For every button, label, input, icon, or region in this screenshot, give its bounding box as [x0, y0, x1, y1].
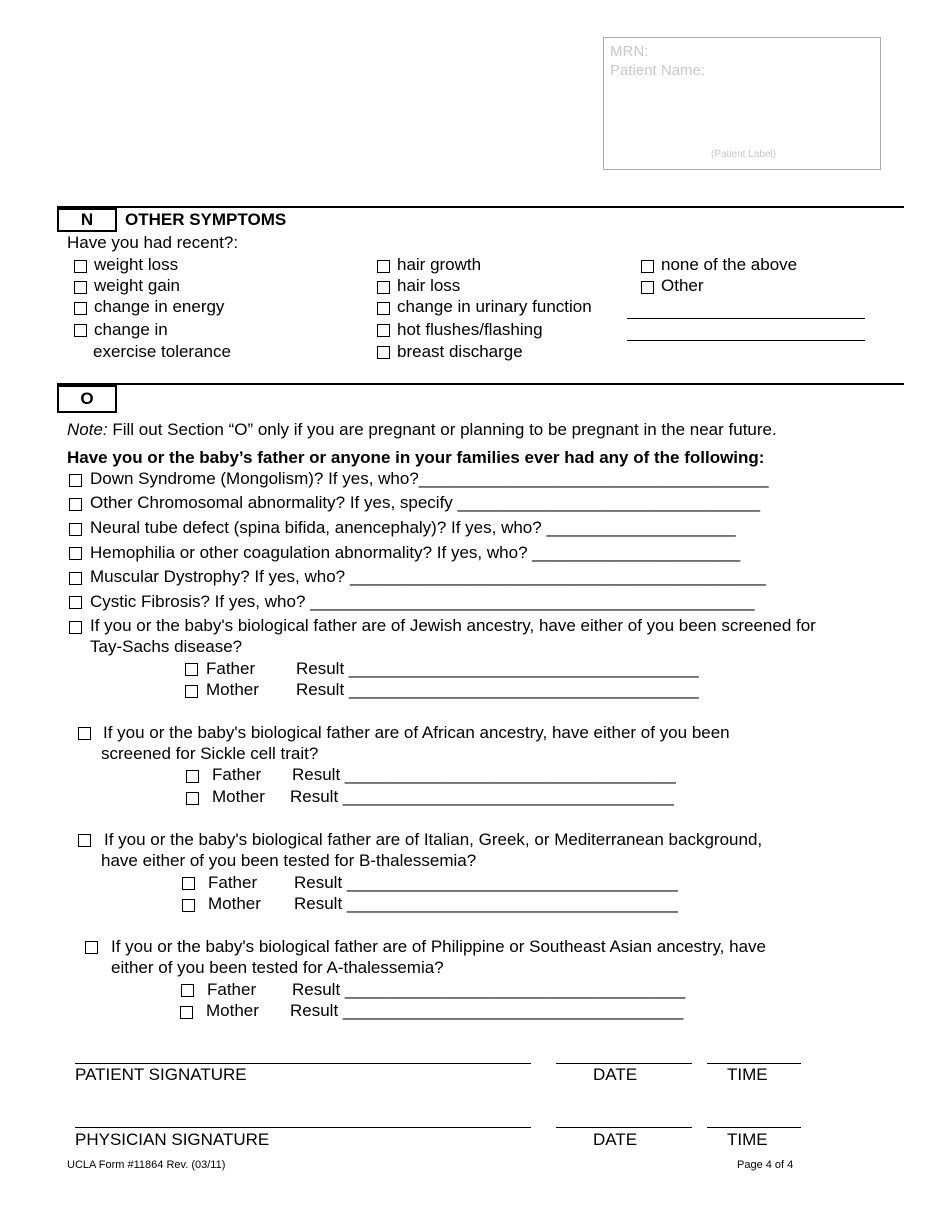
- section-o-note: [67, 420, 777, 440]
- section-o-letter: O: [57, 385, 117, 413]
- cystic-fibrosis-checkbox[interactable]: [69, 596, 82, 609]
- physician-time-line[interactable]: [707, 1127, 801, 1128]
- b-thalessemia-father-result[interactable]: Result ___________________________________: [294, 873, 678, 892]
- form-number: UCLA Form #11864 Rev. (03/11): [67, 1159, 226, 1171]
- page-number: Page 4 of 4: [737, 1159, 794, 1171]
- down-syndrome-question: Down Syndrome (Mongolism)? If yes, who?_____________________________________: [90, 469, 769, 488]
- tay-sachs-father-checkbox[interactable]: [185, 663, 198, 676]
- physician-date-line[interactable]: [556, 1127, 692, 1128]
- patient-signature-label: PATIENT SIGNATURE: [75, 1065, 247, 1084]
- patient-date-label: DATE: [593, 1065, 638, 1084]
- physician-time-label: TIME: [727, 1130, 768, 1149]
- a-thalessemia-checkbox[interactable]: [85, 941, 98, 954]
- sickle-cell-father-result[interactable]: Result ___________________________________: [292, 765, 676, 784]
- sickle-cell-father-checkbox[interactable]: [186, 770, 199, 783]
- breast-discharge-label: breast discharge: [397, 342, 523, 361]
- b-thalessemia-mother-checkbox[interactable]: [182, 899, 195, 912]
- other-label: Other: [661, 276, 704, 295]
- weight-loss-checkbox[interactable]: [74, 260, 87, 273]
- section-o-divider: [57, 383, 904, 385]
- a-thalessemia-question-1: If you or the baby's biological father are of Philippine or Southeast Asian ancestry, have: [111, 937, 766, 956]
- section-n-divider: [57, 206, 904, 208]
- physician-signature-line[interactable]: [75, 1127, 531, 1128]
- tay-sachs-mother-label: Mother: [206, 680, 259, 699]
- down-syndrome-checkbox[interactable]: [69, 474, 82, 487]
- b-thalessemia-checkbox[interactable]: [78, 834, 91, 847]
- section-o-heading: Have you or the baby’s father or anyone in your families ever had any of the following:: [67, 448, 765, 467]
- weight-gain-checkbox[interactable]: [74, 281, 87, 294]
- tay-sachs-father-result[interactable]: Result _____________________________________: [296, 659, 699, 678]
- weight-loss-label: weight loss: [94, 255, 179, 274]
- b-thalessemia-mother-label: Mother: [208, 894, 261, 913]
- b-thalessemia-question-1: If you or the baby's biological father are of Italian, Greek, or Mediterranean background,: [104, 830, 763, 849]
- other-checkbox[interactable]: [641, 281, 654, 294]
- tay-sachs-father-label: Father: [206, 659, 256, 678]
- sickle-cell-father-label: Father: [212, 765, 262, 784]
- note-text: Fill out Section “O” only if you are pregnant or planning to be pregnant in the near future.: [107, 420, 777, 439]
- change-energy-checkbox[interactable]: [74, 302, 87, 315]
- patient-name-label: Patient Name:: [610, 62, 706, 79]
- none-above-label: none of the above: [661, 255, 798, 274]
- hair-growth-label: hair growth: [397, 255, 482, 274]
- other-specify-line-2[interactable]: [627, 340, 865, 341]
- a-thalessemia-mother-result[interactable]: Result ____________________________________: [290, 1001, 684, 1020]
- exercise-tolerance-checkbox[interactable]: [74, 324, 87, 337]
- cystic-fibrosis-question: Cystic Fibrosis? If yes, who? _______________________________________________: [90, 592, 755, 611]
- exercise-tolerance-label-2: exercise tolerance: [93, 342, 231, 361]
- tay-sachs-mother-checkbox[interactable]: [185, 685, 198, 698]
- hemophilia-question: Hemophilia or other coagulation abnormality? If yes, who? ______________________: [90, 543, 741, 562]
- b-thalessemia-father-label: Father: [208, 873, 258, 892]
- breast-discharge-checkbox[interactable]: [377, 346, 390, 359]
- chromosomal-question: Other Chromosomal abnormality? If yes, specify ________________________________: [90, 493, 761, 512]
- urinary-function-label: change in urinary function: [397, 297, 592, 316]
- sickle-cell-mother-checkbox[interactable]: [186, 792, 199, 805]
- hair-loss-label: hair loss: [397, 276, 461, 295]
- tay-sachs-question-1: If you or the baby's biological father are of Jewish ancestry, have either of you been screened for: [90, 616, 816, 635]
- sickle-cell-question-2: screened for Sickle cell trait?: [101, 744, 319, 763]
- neural-tube-checkbox[interactable]: [69, 523, 82, 536]
- b-thalessemia-mother-result[interactable]: Result ___________________________________: [294, 894, 678, 913]
- neural-tube-question: Neural tube defect (spina bifida, anencephaly)? If yes, who? ____________________: [90, 518, 736, 537]
- a-thalessemia-mother-label: Mother: [206, 1001, 259, 1020]
- sickle-cell-mother-result[interactable]: Result ___________________________________: [290, 787, 674, 806]
- hair-growth-checkbox[interactable]: [377, 260, 390, 273]
- sickle-cell-mother-label: Mother: [212, 787, 265, 806]
- weight-gain-label: weight gain: [94, 276, 181, 295]
- sickle-cell-checkbox[interactable]: [78, 727, 91, 740]
- note-label: Note:: [67, 420, 108, 439]
- patient-time-label: TIME: [727, 1065, 768, 1084]
- hot-flushes-checkbox[interactable]: [377, 324, 390, 337]
- b-thalessemia-father-checkbox[interactable]: [182, 877, 195, 890]
- tay-sachs-checkbox[interactable]: [69, 621, 82, 634]
- patient-signature-line[interactable]: [75, 1063, 531, 1064]
- muscular-dystrophy-checkbox[interactable]: [69, 572, 82, 585]
- a-thalessemia-father-checkbox[interactable]: [181, 984, 194, 997]
- section-n-question: Have you had recent?:: [67, 233, 239, 252]
- patient-label-caption: (Patient Label): [711, 149, 777, 160]
- a-thalessemia-mother-checkbox[interactable]: [180, 1006, 193, 1019]
- chromosomal-checkbox[interactable]: [69, 498, 82, 511]
- hot-flushes-label: hot flushes/flashing: [397, 320, 543, 339]
- change-energy-label: change in energy: [94, 297, 225, 316]
- hair-loss-checkbox[interactable]: [377, 281, 390, 294]
- tay-sachs-mother-result[interactable]: Result _____________________________________: [296, 680, 699, 699]
- a-thalessemia-father-result[interactable]: Result ____________________________________: [292, 980, 686, 999]
- none-above-checkbox[interactable]: [641, 260, 654, 273]
- sickle-cell-question-1: If you or the baby's biological father are of African ancestry, have either of you been: [103, 723, 730, 742]
- patient-date-line[interactable]: [556, 1063, 692, 1064]
- tay-sachs-question-2: Tay-Sachs disease?: [90, 637, 243, 656]
- other-specify-line-1[interactable]: [627, 318, 865, 319]
- muscular-dystrophy-question: Muscular Dystrophy? If yes, who? ____________________________________________: [90, 567, 766, 586]
- hemophilia-checkbox[interactable]: [69, 547, 82, 560]
- patient-label-box: [603, 37, 881, 170]
- section-n-title: OTHER SYMPTOMS: [125, 210, 287, 229]
- b-thalessemia-question-2: have either of you been tested for B-thalessemia?: [101, 851, 477, 870]
- patient-time-line[interactable]: [707, 1063, 801, 1064]
- section-n-letter: N: [57, 208, 117, 232]
- physician-date-label: DATE: [593, 1130, 638, 1149]
- exercise-tolerance-label-1: change in: [94, 320, 168, 339]
- a-thalessemia-question-2: either of you been tested for A-thalessemia?: [111, 958, 444, 977]
- mrn-label: MRN:: [610, 43, 649, 60]
- physician-signature-label: PHYSICIAN SIGNATURE: [75, 1130, 270, 1149]
- urinary-function-checkbox[interactable]: [377, 302, 390, 315]
- a-thalessemia-father-label: Father: [207, 980, 257, 999]
